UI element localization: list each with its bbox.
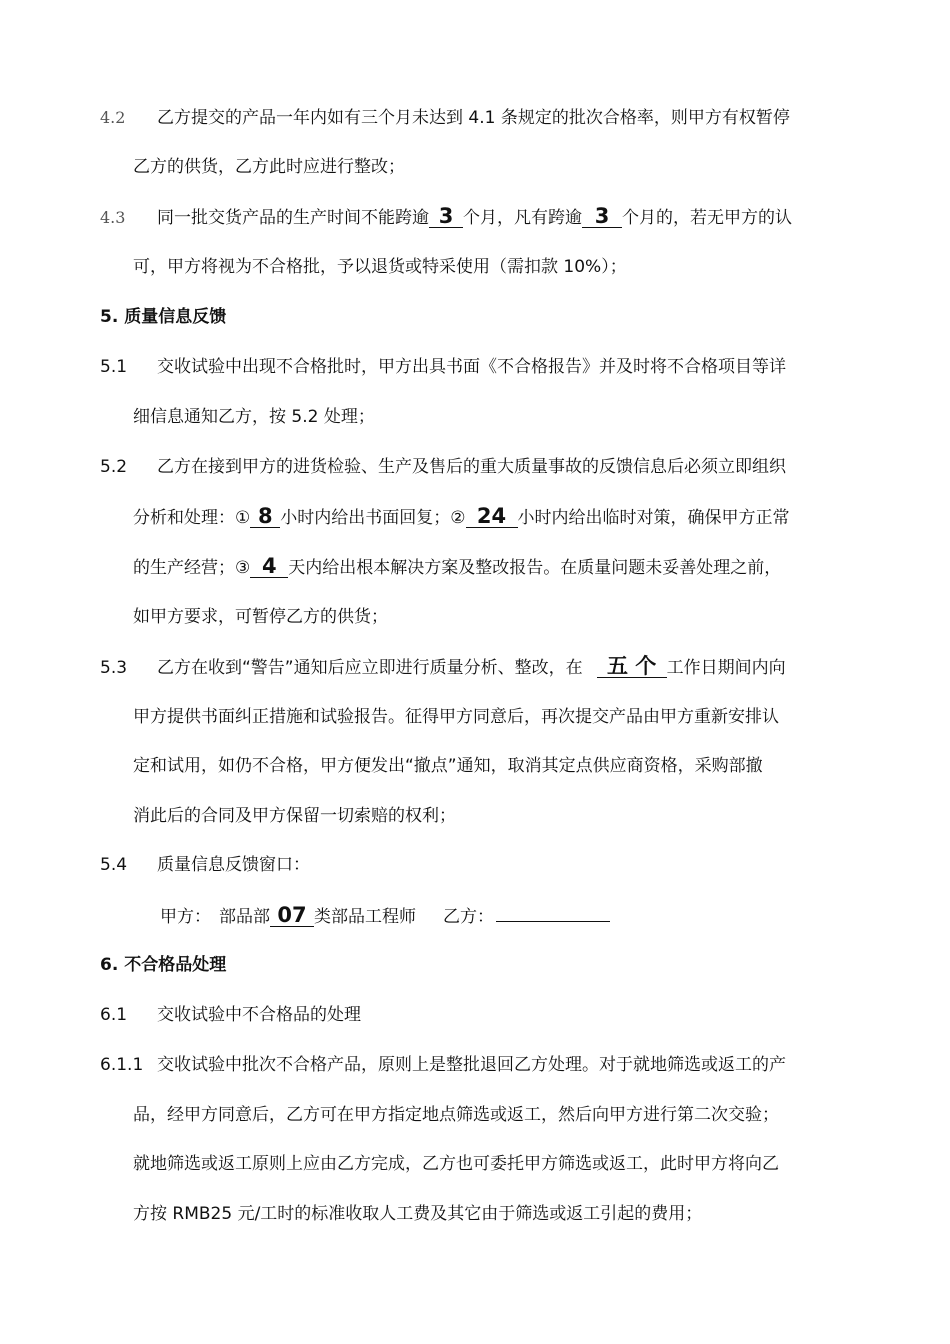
fill-in-blank: 07 [270,904,314,927]
clause-text: 同一批交货产品的生产时间不能跨逾 [157,208,429,228]
clause-number: 6.1.1 [100,1055,144,1075]
clause-number: 5.1 [100,357,128,377]
clause-number: 5.2 [100,457,128,477]
clause-text: 天内给出根本解决方案及整改报告。在质量问题未妥善处理之前， [288,558,782,578]
party-a-label: 甲方： [160,907,211,927]
section-heading-6: 6. 不合格品处理 [100,955,227,975]
clause-5-3-line-1 [100,655,786,680]
clause-5-2-line-3 [133,555,781,580]
clause-text: 交收试验中出现不合格批时，甲方出具书面《不合格报告》并及时将不合格项目等详 [157,357,786,377]
clause-5-2-line-4: 如甲方要求，可暂停乙方的供货； [133,607,388,627]
clause-4-2-line-1 [100,106,790,130]
section-heading-5: 5. 质量信息反馈 [100,307,227,327]
clause-6-1-1-line-3: 就地筛选或返工原则上应由乙方完成，乙方也可委托甲方筛选或返工，此时甲方将向乙 [133,1154,779,1174]
fill-in-blank: 24 [466,505,518,528]
clause-text: 交收试验中批次不合格产品，原则上是整批退回乙方处理。对于就地筛选或返工的产 [157,1055,786,1075]
party-a-dept: 部品部 [219,907,270,927]
clause-5-4-line-1 [100,853,310,877]
clause-text: 乙方在接到甲方的进货检验、生产及售后的重大质量事故的反馈信息后必须立即组织 [157,457,786,477]
clause-text: 交收试验中不合格品的处理 [157,1005,361,1025]
clause-text: 质量信息反馈窗口： [157,855,310,875]
party-b-blank [496,903,610,922]
clause-text: 小时内给出书面回复；② [280,508,466,528]
clause-6-1-1-line-4: 方按 RMB25 元/工时的标准收取人工费及其它由于筛选或返工引起的费用； [133,1204,703,1224]
clause-5-1-line-2: 细信息通知乙方，按 5.2 处理； [133,407,375,427]
clause-6-1-line-1 [100,1003,361,1027]
clause-5-1-line-1 [100,355,786,379]
clause-text: 小时内给出临时对策，确保甲方正常 [517,508,790,528]
party-a-role: 类部品工程师 [314,907,416,927]
clause-5-2-line-1 [100,455,786,479]
clause-text: 个月，凡有跨逾 [463,208,582,228]
clause-number: 5.4 [100,855,128,875]
clause-number: 5.3 [100,658,128,678]
fill-in-blank: 五 个 [597,655,667,678]
clause-6-1-1-line-2: 品，经甲方同意后，乙方可在甲方指定地点筛选或返工，然后向甲方进行第二次交验； [133,1105,779,1125]
fill-in-blank: 3 [582,205,622,228]
clause-text: 乙方在收到“警告”通知后应立即进行质量分析、整改，在 [157,658,583,678]
fill-in-blank: 8 [250,505,280,528]
clause-text: 个月的，若无甲方的认 [622,208,792,228]
clause-4-3-line-2: 可，甲方将视为不合格批，予以退货或特采使用（需扣款 10%）； [133,257,627,277]
feedback-contacts [160,903,610,929]
party-b-label: 乙方： [443,907,494,927]
clause-5-3-line-2: 甲方提供书面纠正措施和试验报告。征得甲方同意后，再次提交产品由甲方重新安排认 [133,707,779,727]
clause-number: 6.1 [100,1005,128,1025]
fill-in-blank: 3 [429,205,463,228]
clause-text: 乙方提交的产品一年内如有三个月未达到 4.1 条规定的批次合格率，则甲方有权暂停 [157,108,790,128]
clause-text: 工作日期间内向 [666,658,786,678]
clause-4-2-line-2: 乙方的供货，乙方此时应进行整改； [133,157,405,177]
clause-4-3-line-1 [100,205,792,230]
clause-text: 分析和处理：① [133,508,251,528]
clause-number: 4.3 [100,208,126,227]
clause-5-2-line-2 [133,505,790,530]
clause-5-3-line-4: 消此后的合同及甲方保留一切索赔的权利； [133,806,456,826]
clause-text: 的生产经营；③ [133,558,251,578]
clause-5-3-line-3: 定和试用，如仍不合格，甲方便发出“撤点”通知，取消其定点供应商资格，采购部撤 [133,756,763,776]
clause-6-1-1-line-1 [100,1053,786,1077]
clause-number: 4.2 [100,108,126,127]
fill-in-blank: 4 [250,555,288,578]
